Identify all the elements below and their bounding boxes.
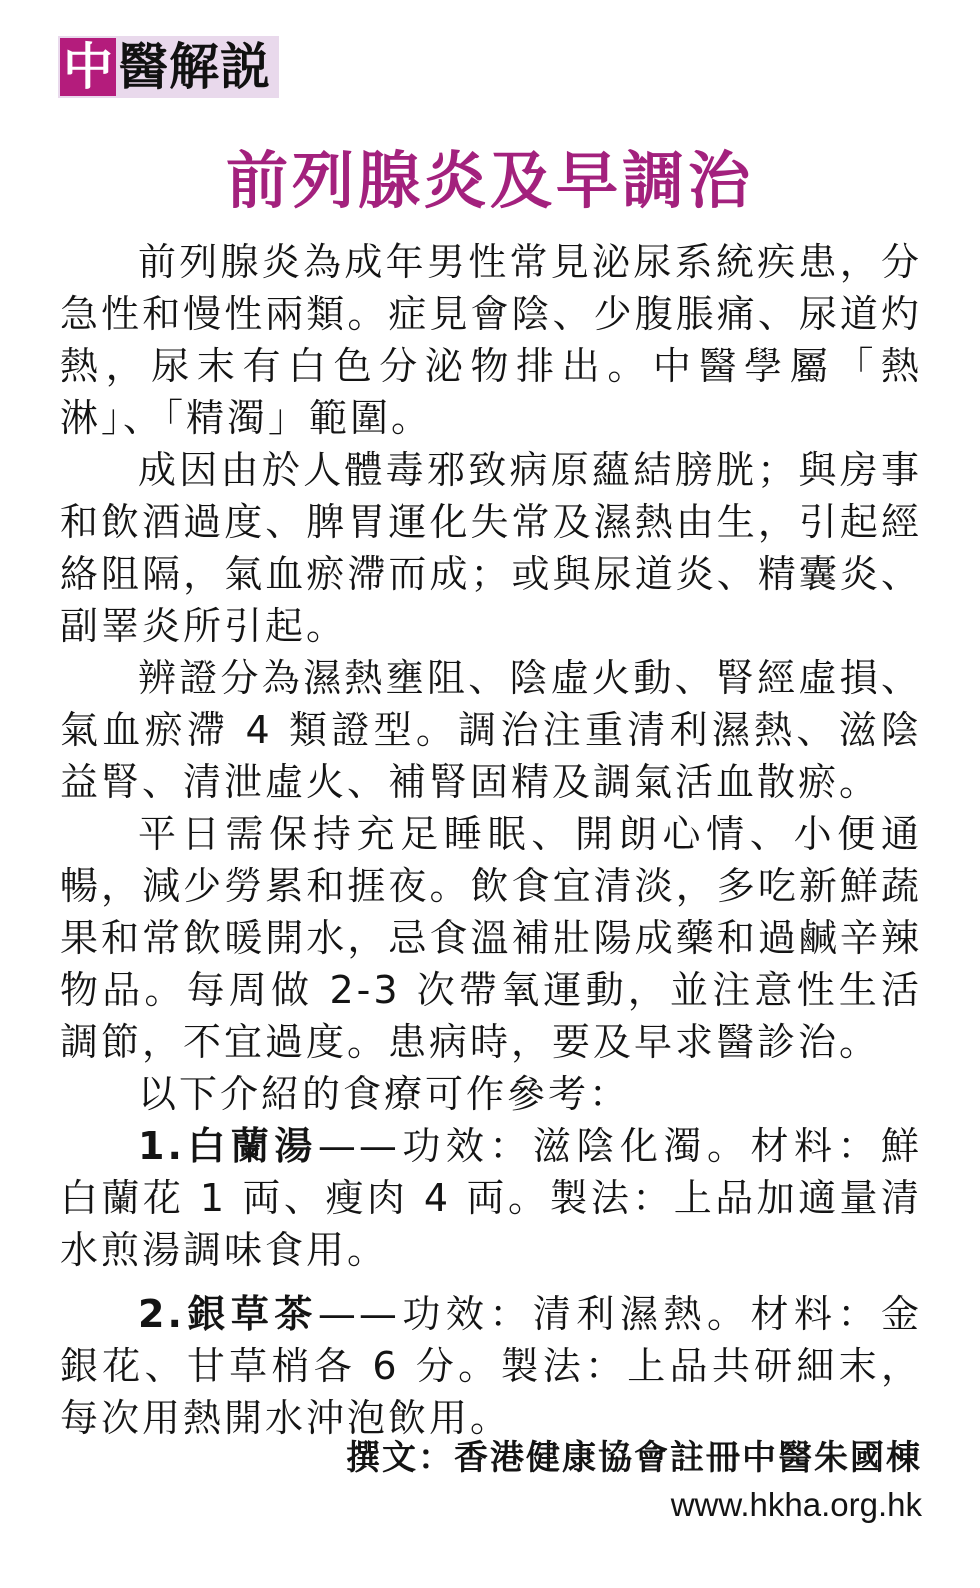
article-title: 前列腺炎及早調治 [225,144,754,217]
column-label: 醫解説 [118,38,271,96]
column-header [58,36,279,98]
paragraph-2: 成因由於人體毒邪致病原蘊結膀胱；與房事和飲酒過度、脾胃運化失常及濕熱由生，引起經絡阻隔，氣血瘀滯而成；或與尿道炎、精囊炎、副睪炎所引起。 [60,448,922,648]
recipe-1-text: ——功效：滋陰化濁。材料：鮮白蘭花 1 両、瘦肉 4 両。製法：上品加適量清水煎湯調味食用。 [60,1124,922,1272]
paragraph-3: 辨證分為濕熱壅阻、陰虛火動、腎經虛損、氣血瘀滯 4 類證型。調治注重清利濕熱、滋陰益腎、清泄虛火、補腎固精及調氣活血散瘀。 [60,656,922,804]
recipe-1-name: 1.白蘭湯 [138,1124,318,1168]
website-url: www.hkha.org.hk [670,1486,922,1523]
paragraph-5: 以下介紹的食療可作參考： [138,1072,631,1116]
recipe-2-name: 2.銀草茶 [138,1292,318,1336]
column-badge: 中 [60,38,116,96]
article-body [60,236,922,1444]
recipe-2-text: ——功效：清利濕熱。材料：金銀花、甘草梢各 6 分。製法：上品共研細末，每次用熱開水沖泡飲用。 [60,1292,922,1440]
recipe-1 [60,1120,922,1276]
recipe-2 [60,1288,922,1444]
paragraph-1: 前列腺炎為成年男性常見泌尿系統疾患，分急性和慢性兩類。症見會陰、少腹脹痛、尿道灼熱，尿末有白色分泌物排出。中醫學屬「熱淋」、「精濁」範圍。 [60,240,922,440]
author-credit: 撰文：香港健康協會註冊中醫朱國棟 [346,1438,922,1478]
paragraph-4: 平日需保持充足睡眠、開朗心情、小便通暢，減少勞累和捱夜。飲食宜清淡，多吃新鮮蔬果和常飲暖開水，忌食溫補壯陽成藥和過鹹辛辣物品。每周做 2-3 次帶氧運動，並注意性生活調節，不宜過度。患病時，要及早求醫診治。 [60,812,922,1064]
